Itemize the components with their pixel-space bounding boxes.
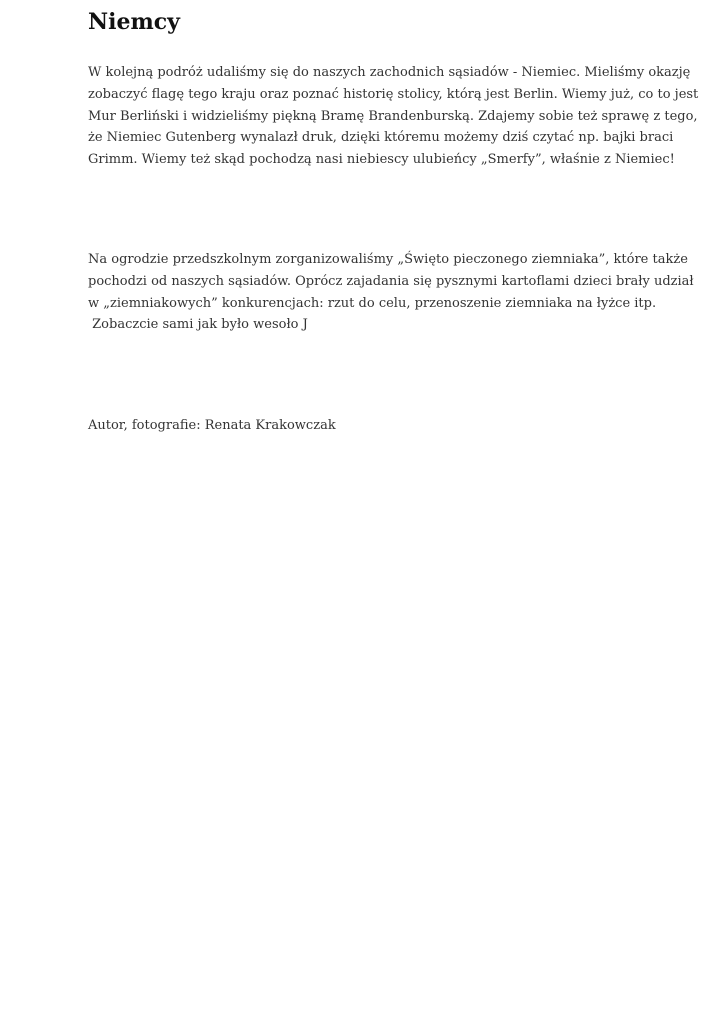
paragraph-line: Na ogrodzie przedszkolnym zorganizowaliśmy „Święto pieczonego ziemniaka”, które także	[88, 252, 688, 267]
paragraph-line: zobaczyć flagę tego kraju oraz poznać historię stolicy, którą jest Berlin. Wiemy już, co to jest	[88, 86, 699, 102]
paragraph-line: Zobaczcie sami jak było wesoło J	[88, 317, 308, 333]
article-title: Niemcy	[88, 9, 180, 35]
paragraph-line: W kolejną podróż udaliśmy się do naszych zachodnich sąsiadów - Niemiec. Mieliśmy okazję	[88, 65, 691, 80]
paragraph-line: Grimm. Wiemy też skąd pochodzą nasi niebiescy ulubieńcy „Smerfy”, właśnie z Niemiec!	[88, 152, 675, 168]
author-credit: Autor, fotografie: Renata Krakowczak	[88, 418, 336, 433]
event-paragraph	[88, 249, 694, 336]
paragraph-line: w „ziemniakowych” konkurencjach: rzut do celu, przenoszenie ziemniaka na łyżce itp.	[88, 295, 657, 311]
paragraph-line: pochodzi od naszych sąsiadów. Oprócz zajadania się pysznymi kartoflami dzieci brały udział	[88, 273, 694, 289]
paragraph-line: że Niemiec Gutenberg wynalazł druk, dzięki któremu możemy dziś czytać np. bajki braci	[88, 130, 674, 146]
intro-paragraph	[88, 62, 698, 171]
paragraph-line: Mur Berliński i widzieliśmy piękną Bramę Brandenburską. Zdajemy sobie też sprawę z tego,	[88, 108, 698, 124]
